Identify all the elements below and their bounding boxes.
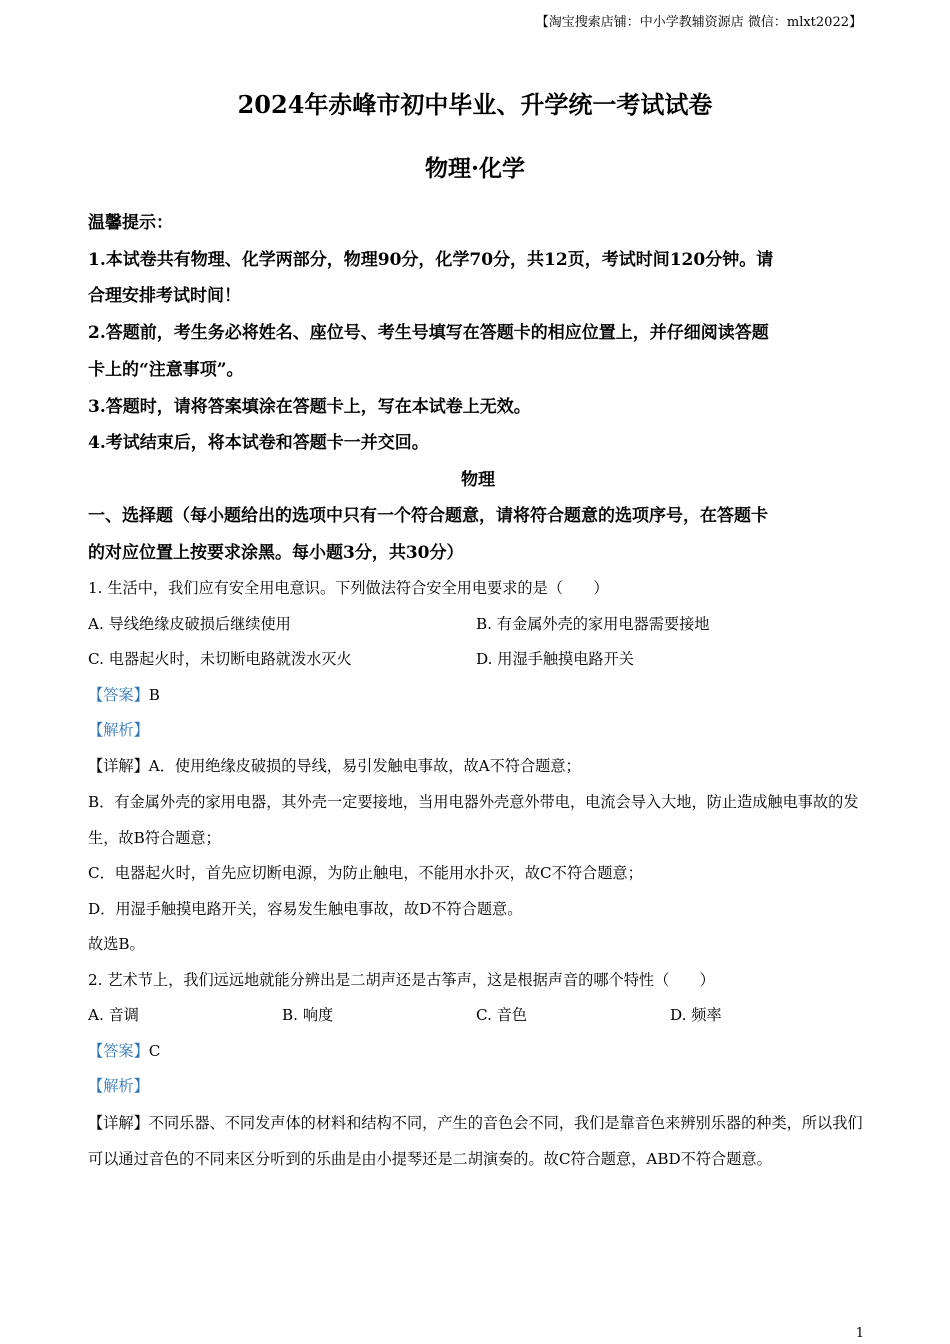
tips-line-2: 合理安排考试时间！	[88, 286, 241, 307]
q2-options-row	[88, 998, 868, 1034]
tips-line-1: 1.本试卷共有物理、化学两部分，物理90分，化学70分，共12页，考试时间120分钟。请	[88, 249, 774, 270]
q2-stem: 2. 艺术节上，我们远远地就能分辨出是二胡声还是古筝声，这是根据声音的哪个特性（ ）	[88, 970, 715, 989]
page-number: 1	[855, 1326, 864, 1341]
exam-subtitle: 物理·化学	[424, 155, 525, 182]
q1-options-row-1	[88, 607, 868, 643]
tips-line-4: 卡上的“注意事项”。	[88, 359, 244, 380]
q2-detail-text: 不同乐器、不同发声体的材料和结构不同，产生的音色会不同，我们是靠音色来辨别乐器的种类，所以我们可以通过音色的不同来区分听到的乐曲是由小提琴还是二胡演奏的。故C符合题意，ABD不符合题意。	[88, 1113, 863, 1168]
q1-detail-a-text: A．使用绝缘皮破损的导线，易引发触电事故，故A不符合题意；	[148, 756, 581, 775]
q1-answer	[88, 678, 868, 714]
q1-detail-b: B．有金属外壳的家用电器，其外壳一定要接地，当用电器外壳意外带电，电流会导入大地，防止造成触电事故的发生，故B符合题意；	[88, 793, 859, 848]
tips-heading: 温馨提示：	[88, 213, 173, 233]
q1-stem: 1. 生活中，我们应有安全用电意识。下列做法符合安全用电要求的是（ ）	[88, 579, 609, 598]
q2-analysis-label: 【解析】	[88, 1077, 149, 1096]
q1-detail-a	[88, 749, 868, 785]
q2-answer-value: C	[148, 1041, 161, 1060]
q2-option-d: D. 频率	[670, 1006, 722, 1025]
section-title: 物理	[461, 469, 495, 490]
q2-option-c: C. 音色	[476, 1006, 528, 1025]
q1-analysis-label: 【解析】	[88, 721, 149, 740]
page-content	[88, 205, 868, 1177]
q1-option-c: C. 电器起火时，未切断电路就泼水灭火	[88, 650, 352, 669]
tips-line-5: 3.答题时，请将答案填涂在答题卡上，写在本试卷上无效。	[88, 396, 531, 417]
tips-line-3: 2.答题前，考生务必将姓名、座位号、考生号填写在答题卡的相应位置上，并仔细阅读答题	[88, 323, 769, 344]
q2-option-b: B. 响度	[282, 1006, 334, 1025]
q2-option-a: A. 音调	[88, 1006, 139, 1025]
part-heading-line-2: 的对应位置上按要求涂黑。每小题3分，共30分）	[88, 542, 464, 563]
q1-conclusion: 故选B。	[88, 935, 145, 954]
q1-detail-label: 【详解】	[88, 756, 149, 775]
q2-detail-label: 【详解】	[88, 1113, 149, 1132]
q2-detail	[88, 1105, 868, 1177]
q1-detail-d: D．用湿手触摸电路开关，容易发生触电事故，故D不符合题意。	[88, 899, 523, 918]
q1-option-d: D. 用湿手触摸电路开关	[476, 650, 634, 669]
q1-option-a: A. 导线绝缘皮破损后继续使用	[88, 614, 291, 633]
part-heading-line-1: 一、选择题（每小题给出的选项中只有一个符合题意，请将符合题意的选项序号，在答题卡	[88, 505, 768, 526]
q1-option-b: B. 有金属外壳的家用电器需要接地	[476, 614, 710, 633]
exam-title: 2024年赤峰市初中毕业、升学统一考试试卷	[237, 90, 713, 119]
q2-answer-label: 【答案】	[88, 1041, 149, 1060]
q1-answer-value: B	[148, 685, 160, 704]
q2-answer	[88, 1034, 868, 1070]
q1-answer-label: 【答案】	[88, 685, 149, 704]
q1-detail-c: C．电器起火时，首先应切断电源，为防止触电，不能用水扑灭，故C不符合题意；	[88, 864, 643, 883]
tips-line-6: 4.考试结束后，将本试卷和答题卡一并交回。	[88, 433, 429, 454]
header-note: 【淘宝搜索店铺：中小学教辅资源店 微信：mlxt2022】	[535, 15, 862, 30]
q1-options-row-2	[88, 642, 868, 678]
